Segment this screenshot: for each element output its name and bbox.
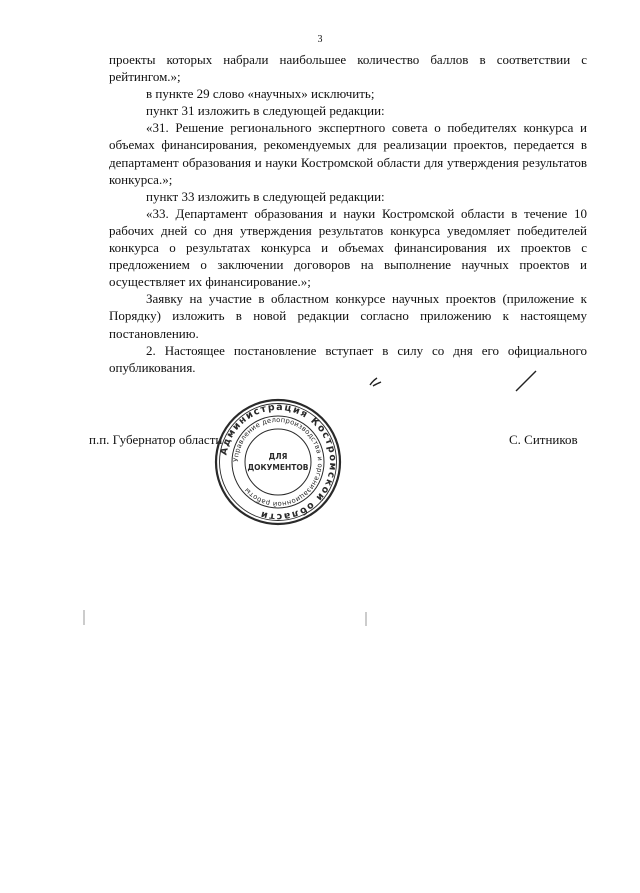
seal-outer-text: Администрация Костромской области xyxy=(218,401,339,523)
seal-inner-text: Управление делопроизводства и организационной работы xyxy=(231,415,325,509)
paragraph-5: пункт 33 изложить в следующей редакции: xyxy=(146,188,385,204)
page-number: 3 xyxy=(317,34,323,45)
paragraph-1: проекты которых набрали наибольшее количество баллов в соответствии с рейтингом.»; xyxy=(109,52,587,85)
seal-center-line2: ДОКУМЕНТОВ xyxy=(247,463,309,472)
official-seal xyxy=(213,397,343,527)
paragraph-3: пункт 31 изложить в следующей редакции: xyxy=(146,103,385,119)
paragraph-6: «33. Департамент образования и науки Костромской области в течение 10 рабочих дней со дня утверждения результатов конкурса уведомляет победителей конкурса о результатах конкурса и объемах финансирования их проектов с предложением о заключении договоров на выполнение научных проектов и осуществляет их финансирование.»; xyxy=(109,205,587,290)
paragraph-8: 2. Настоящее постановление вступает в силу со дня его официального опубликования. xyxy=(109,342,587,375)
paragraph-4: «31. Решение регионального экспертного совета о победителях конкурса и объемах финансирования, рекомендуемых для реализации проектов, передается в департамент образования и науки Костромской области для утверждения результатов конкурса.»; xyxy=(109,120,587,187)
paragraph-2: в пункте 29 слово «научных» исключить; xyxy=(146,86,375,102)
signatory-position: п.п. Губернатор области xyxy=(89,432,223,447)
seal-center-line1: ДЛЯ xyxy=(268,452,288,461)
paragraph-7: Заявку на участие в областном конкурсе научных проектов (приложение к Порядку) изложить в новой редакции согласно приложению к настоящему постановлению. xyxy=(109,291,587,341)
signatory-name: С. Ситников xyxy=(509,432,578,447)
